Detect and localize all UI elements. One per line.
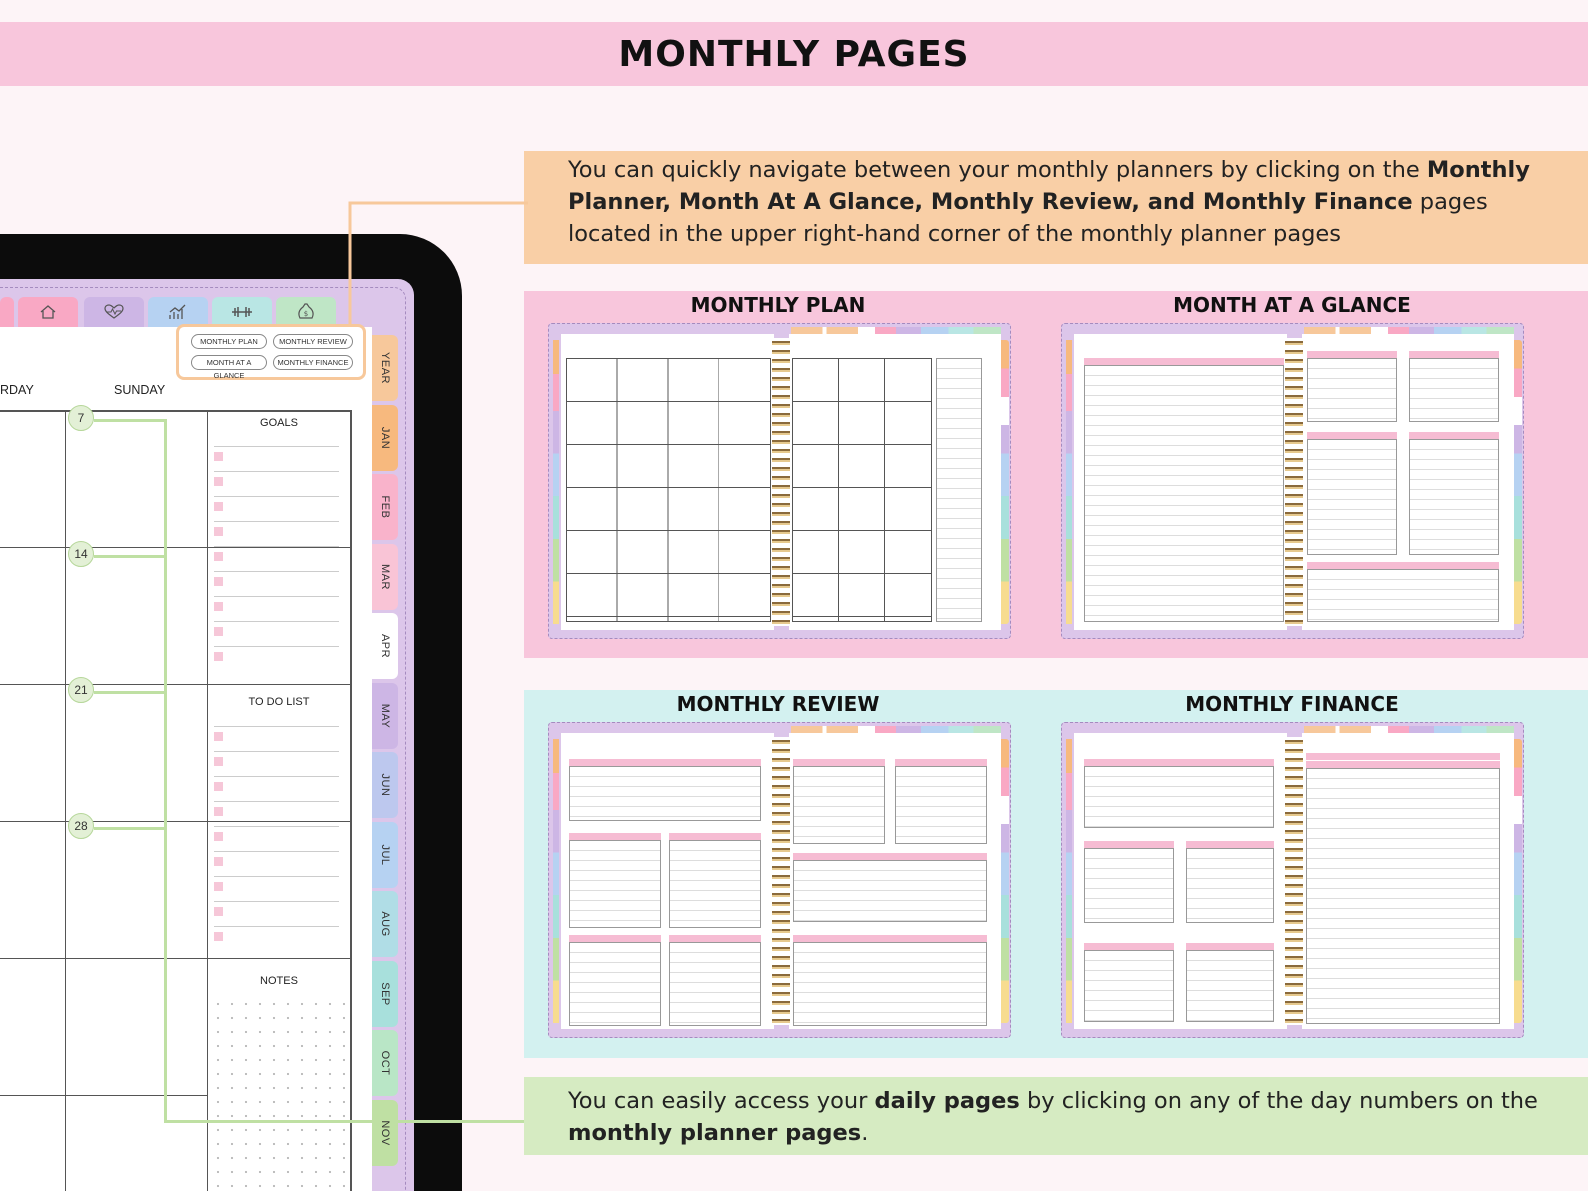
callout-bold: Monthly Planner, Month At A Glance, Monthly Review, and Monthly Finance	[568, 157, 1530, 215]
grid-line	[0, 684, 350, 685]
page-title: MONTHLY PAGES	[618, 33, 970, 75]
grid-line	[0, 958, 350, 959]
checkbox[interactable]	[214, 602, 223, 611]
day-number-7[interactable]: 7	[68, 405, 94, 431]
checkbox[interactable]	[214, 552, 223, 561]
dumbbell-icon[interactable]	[212, 297, 272, 327]
checkbox[interactable]	[214, 757, 223, 766]
grid-line	[0, 1095, 208, 1096]
monthly-plan-button[interactable]: MONTHLY PLAN	[191, 334, 267, 349]
monthly-finance-thumbnail[interactable]	[1061, 722, 1524, 1038]
callout-text: by clicking on any of the day numbers on the	[1019, 1088, 1538, 1114]
monthly-review-thumbnail[interactable]	[548, 722, 1011, 1038]
month-tab-label: AUG	[379, 911, 391, 937]
goals-heading: GOALS	[260, 417, 298, 429]
link-line	[94, 691, 166, 694]
month-tab-label: JUL	[379, 843, 391, 866]
month-tab-label: MAY	[379, 703, 391, 728]
checkbox[interactable]	[214, 882, 223, 891]
sunday-header: SUNDAY	[114, 383, 166, 397]
month-tab-jan[interactable]	[372, 405, 398, 471]
month-tab-may[interactable]	[372, 683, 398, 749]
day-number-28[interactable]: 28	[68, 813, 94, 839]
month-tab-label: NOV	[379, 1119, 391, 1146]
list-row	[214, 826, 339, 827]
list-row	[214, 926, 339, 927]
grid-line	[0, 410, 350, 412]
month-tab-label: APR	[379, 633, 391, 659]
callout-text: pages located in the upper right-hand corner of the monthly planner pages	[568, 189, 1488, 247]
link-line	[164, 419, 167, 1123]
monthly-review-button[interactable]: MONTHLY REVIEW	[273, 334, 353, 349]
checkbox[interactable]	[214, 782, 223, 791]
grid-line	[0, 547, 350, 548]
checkbox[interactable]	[214, 807, 223, 816]
month-tab-mar[interactable]	[372, 544, 398, 610]
heartbeat-icon[interactable]	[84, 297, 144, 327]
callout-text: .	[861, 1120, 869, 1146]
day-number-14[interactable]: 14	[68, 541, 94, 567]
checkbox[interactable]	[214, 907, 223, 916]
month-tab-feb[interactable]	[372, 474, 398, 540]
checkbox[interactable]	[214, 577, 223, 586]
grid-line	[350, 410, 352, 1191]
grid-line	[65, 410, 66, 1191]
daily-pages-callout	[524, 1077, 1588, 1155]
checkbox[interactable]	[214, 652, 223, 661]
checkbox[interactable]	[214, 527, 223, 536]
checkbox[interactable]	[214, 477, 223, 486]
month-tab-jul[interactable]	[372, 822, 398, 888]
monthly-plan-title: MONTHLY PLAN	[690, 293, 866, 317]
month-tab-nov[interactable]	[372, 1100, 398, 1166]
month-tab-label: JAN	[379, 426, 391, 449]
monthly-plan-thumbnail[interactable]	[548, 323, 1011, 639]
month-at-a-glance-button[interactable]: MONTH AT A GLANCE	[191, 355, 267, 370]
list-row	[214, 646, 339, 647]
list-row	[214, 471, 339, 472]
month-tab-sep[interactable]	[372, 961, 398, 1027]
grid-line	[207, 410, 208, 1191]
month-tab-year[interactable]	[372, 335, 398, 401]
month-tab-jun[interactable]	[372, 752, 398, 818]
month-tab-label: SEP	[379, 981, 391, 1006]
checkbox[interactable]	[214, 732, 223, 741]
navigation-callout	[524, 151, 1588, 264]
money-bag-icon[interactable]	[276, 297, 336, 327]
month-tab-label: FEB	[379, 495, 391, 519]
saturday-header: RDAY	[0, 383, 34, 397]
list-row	[214, 776, 339, 777]
month-tab-label: OCT	[379, 1050, 391, 1076]
list-row	[214, 801, 339, 802]
checkbox[interactable]	[214, 627, 223, 636]
month-tab-label: YEAR	[379, 352, 391, 384]
list-row	[214, 521, 339, 522]
list-row	[214, 571, 339, 572]
list-row	[214, 621, 339, 622]
month-tab-label: JUN	[379, 773, 391, 797]
home-icon[interactable]	[18, 297, 78, 327]
list-row	[214, 546, 339, 547]
callout-bold: monthly planner pages	[568, 1120, 862, 1146]
monthly-finance-button[interactable]: MONTHLY FINANCE	[273, 355, 353, 370]
title-band	[0, 22, 1588, 86]
checkbox[interactable]	[214, 857, 223, 866]
list-row	[214, 876, 339, 877]
link-line	[94, 555, 166, 558]
callout-bold: daily pages	[874, 1088, 1020, 1114]
todo-heading: TO DO LIST	[248, 696, 310, 708]
monthly-review-title: MONTHLY REVIEW	[676, 692, 880, 716]
checkbox[interactable]	[214, 502, 223, 511]
month-tab-label: MAR	[379, 563, 391, 590]
list-row	[214, 901, 339, 902]
top-tab[interactable]	[0, 297, 14, 327]
month-at-a-glance-thumbnail[interactable]	[1061, 323, 1524, 639]
callout-text: You can quickly navigate between your monthly planners by clicking on the	[568, 157, 1427, 183]
monthly-nav-box	[176, 324, 366, 380]
month-tab-oct[interactable]	[372, 1030, 398, 1096]
link-line	[94, 827, 166, 830]
checkbox[interactable]	[214, 832, 223, 841]
list-row	[214, 726, 339, 727]
link-line	[94, 419, 166, 422]
month-at-a-glance-title: MONTH AT A GLANCE	[1173, 293, 1411, 317]
notes-dot-grid	[211, 997, 345, 1191]
monthly-finance-title: MONTHLY FINANCE	[1185, 692, 1399, 716]
list-row	[214, 851, 339, 852]
chart-icon[interactable]	[148, 297, 208, 327]
list-row	[214, 596, 339, 597]
callout-text: You can easily access your	[568, 1088, 875, 1114]
checkbox[interactable]	[214, 452, 223, 461]
notes-heading: NOTES	[260, 975, 298, 987]
list-row	[214, 446, 339, 447]
svg-text:$: $	[303, 310, 309, 318]
list-row	[214, 751, 339, 752]
month-tab-apr[interactable]	[372, 613, 398, 679]
month-tab-aug[interactable]	[372, 891, 398, 957]
checkbox[interactable]	[214, 932, 223, 941]
day-number-21[interactable]: 21	[68, 677, 94, 703]
grid-line	[0, 821, 350, 822]
list-row	[214, 496, 339, 497]
callout-connector	[340, 198, 530, 328]
